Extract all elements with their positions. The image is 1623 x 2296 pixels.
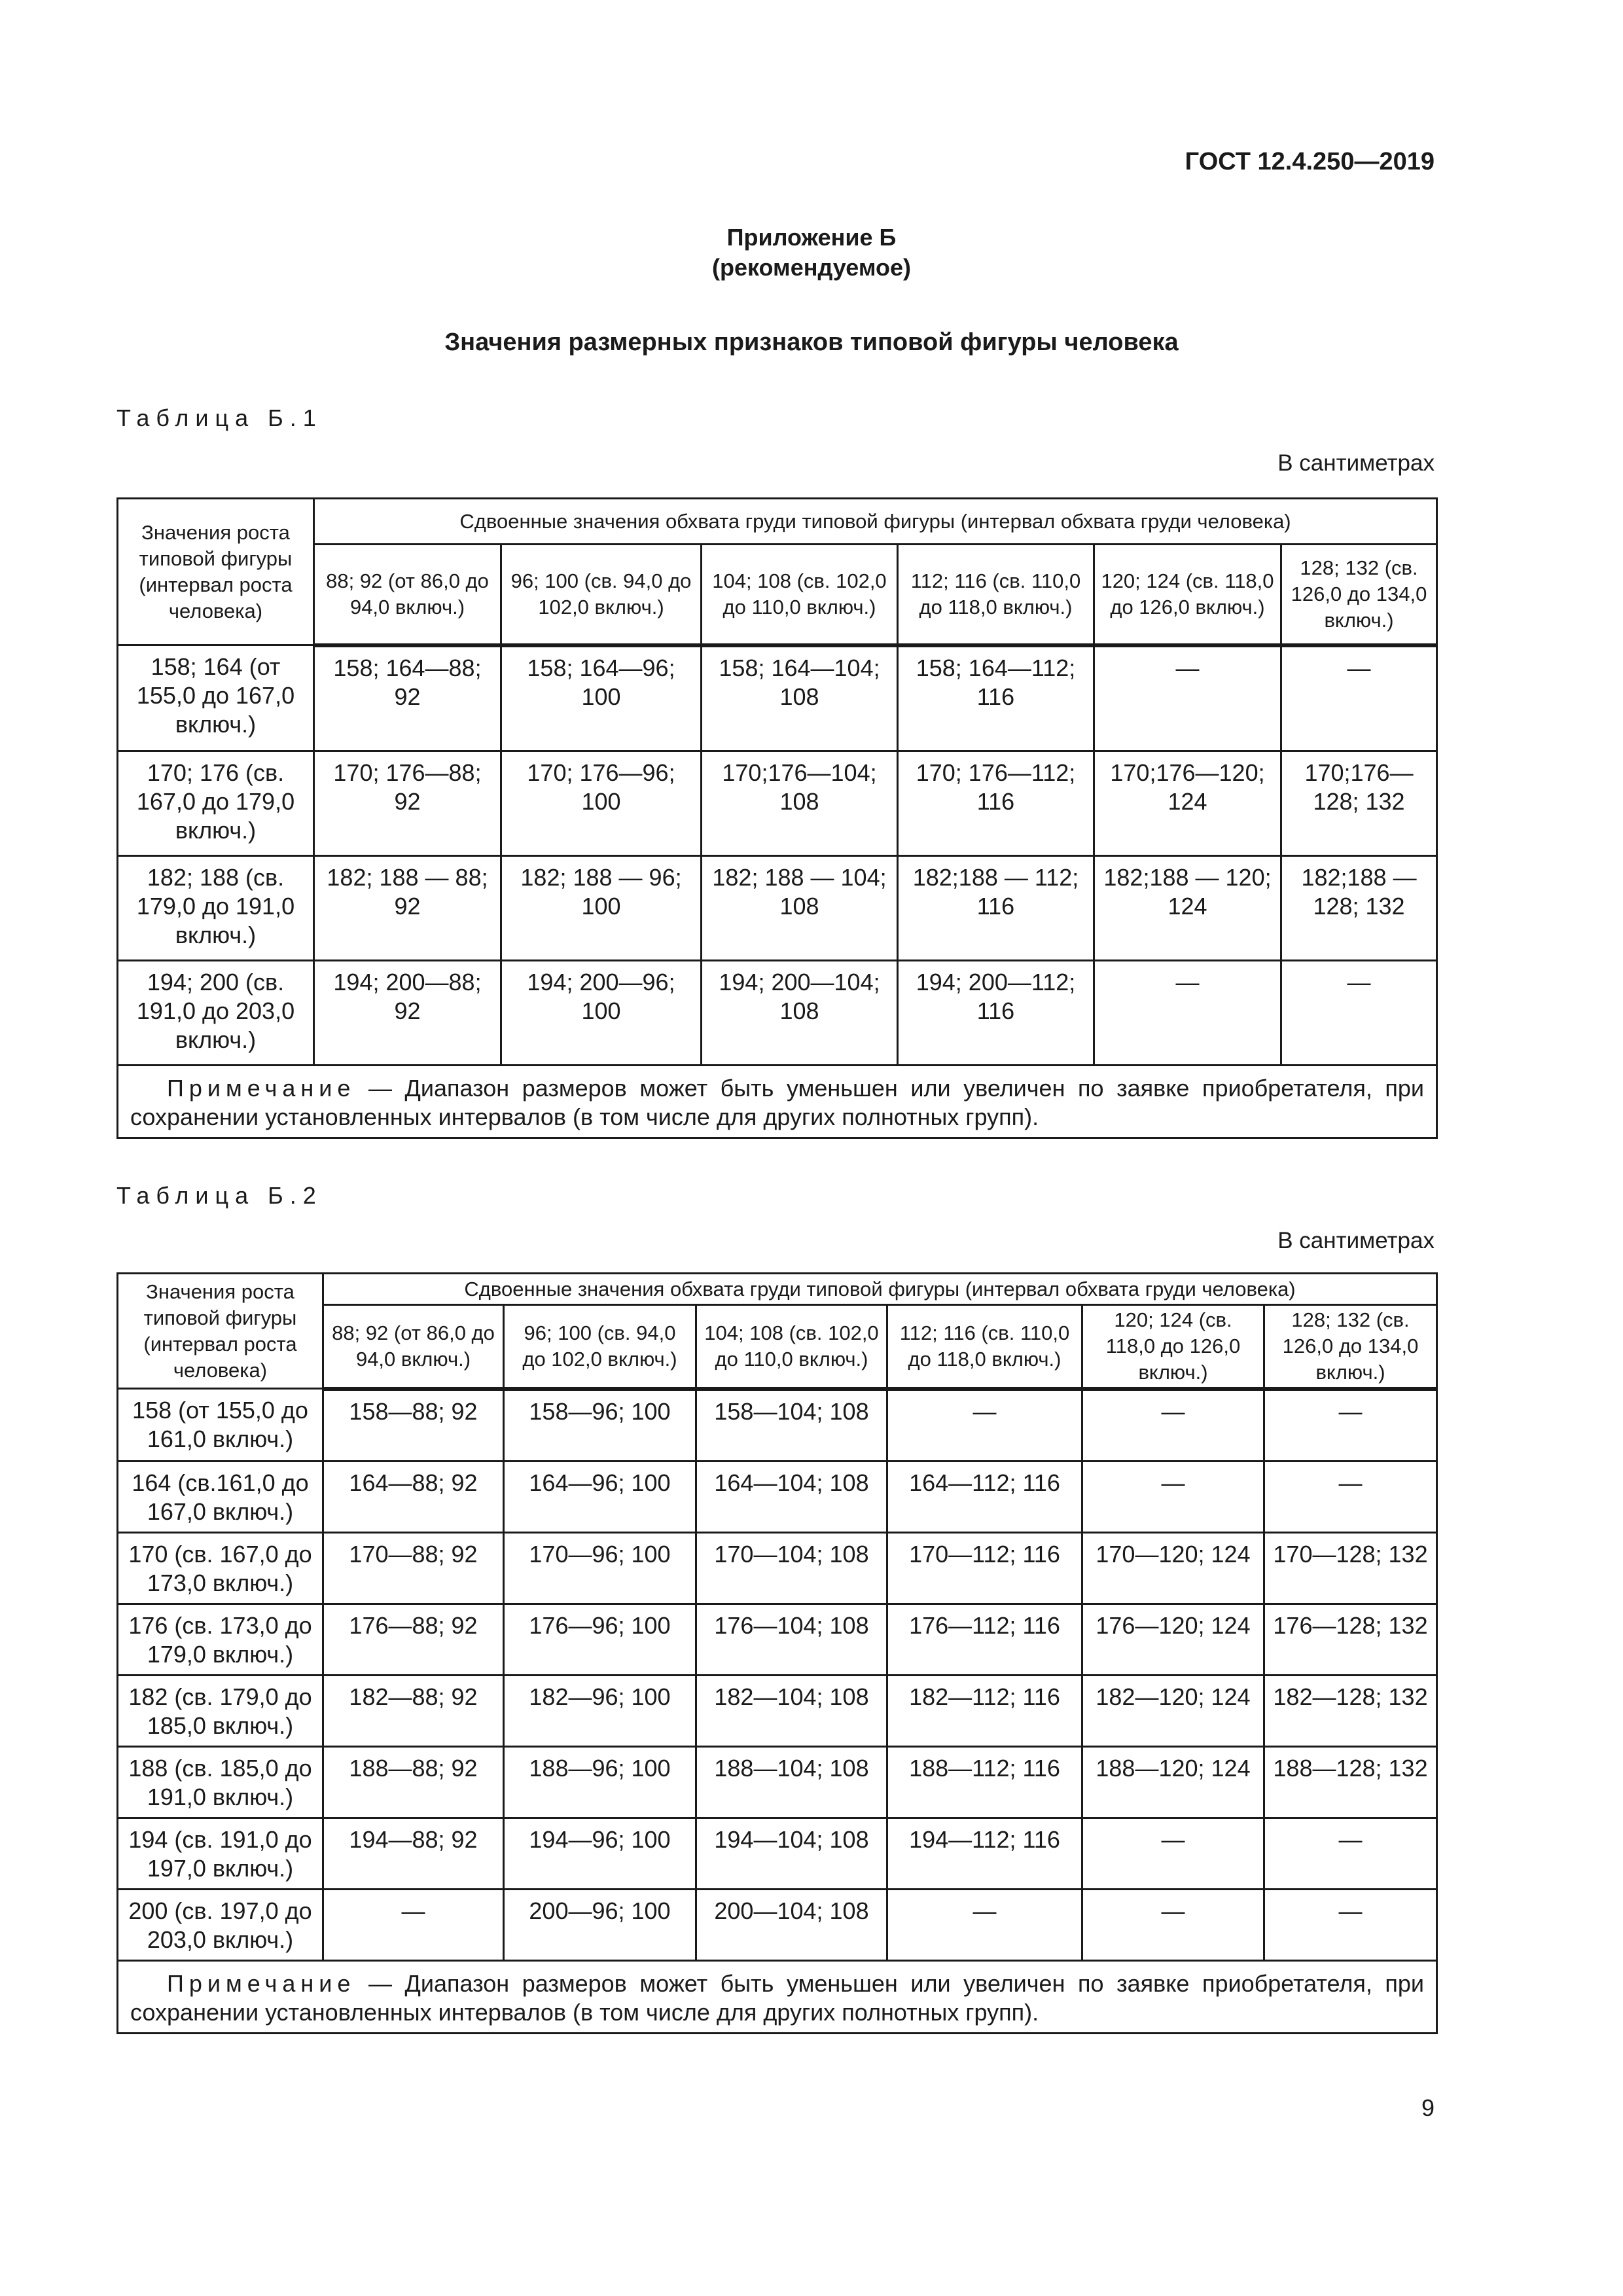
table-cell: 188—96; 100 — [504, 1746, 696, 1818]
note-text: — Диапазон размеров может быть уменьшен или увеличен по заявке приобретателя, при сохранении установленных интервалов (в том числе для других полнотных групп). — [130, 1969, 1425, 2026]
table-cell: 194—112; 116 — [887, 1818, 1082, 1889]
table-cell: 182;188 — 120; 124 — [1094, 855, 1281, 960]
table-cell: 170; 176—96; 100 — [501, 751, 702, 855]
table-cell: 164—96; 100 — [504, 1461, 696, 1532]
table2-units: В сантиметрах — [1277, 1228, 1435, 1253]
table1-row-header: Значения роста типовой фигуры (интервал роста человека) — [118, 499, 314, 645]
table2-height-cell: 164 (св.161,0 до 167,0 включ.) — [118, 1461, 323, 1532]
appendix-block — [0, 223, 1623, 283]
table-cell: 170—88; 92 — [323, 1532, 504, 1604]
table-row — [118, 1746, 1437, 1818]
table-cell: 158—88; 92 — [323, 1389, 504, 1462]
note-text: — Диапазон размеров может быть уменьшен или увеличен по заявке приобретателя, при сохранении установленных интервалов (в том числе для других полнотных групп). — [130, 1074, 1425, 1130]
table-cell: — — [1264, 1389, 1437, 1462]
table-cell: 170; 176—112; 116 — [898, 751, 1094, 855]
table-cell: 158; 164—112; 116 — [898, 645, 1094, 751]
table1-units: В сантиметрах — [1277, 450, 1435, 476]
table-cell: 158; 164—104; 108 — [702, 645, 898, 751]
standard-number: ГОСТ 12.4.250—2019 — [1185, 148, 1435, 175]
table-cell: 188—104; 108 — [696, 1746, 887, 1818]
table2-row-header: Значения роста типовой фигуры (интервал роста человека) — [118, 1274, 323, 1389]
table1-col-header: 120; 124 (св. 118,0 до 126,0 включ.) — [1094, 545, 1281, 645]
table1-col-header: 104; 108 (св. 102,0 до 110,0 включ.) — [702, 545, 898, 645]
table-cell: 182;188 — 128; 132 — [1281, 855, 1437, 960]
table-cell: — — [1082, 1461, 1264, 1532]
table-row — [118, 1889, 1437, 1960]
table-cell: 182—96; 100 — [504, 1675, 696, 1746]
table-cell: 164—104; 108 — [696, 1461, 887, 1532]
table-cell: 158—96; 100 — [504, 1389, 696, 1462]
table1-col-header: 88; 92 (от 86,0 до 94,0 включ.) — [314, 545, 501, 645]
table-row — [118, 960, 1437, 1065]
table-cell: — — [1094, 645, 1281, 751]
table-cell: 182—88; 92 — [323, 1675, 504, 1746]
table-cell: 188—128; 132 — [1264, 1746, 1437, 1818]
table-cell: 194—96; 100 — [504, 1818, 696, 1889]
table-cell: — — [887, 1389, 1082, 1462]
table1-col-header: 128; 132 (св. 126,0 до 134,0 включ.) — [1281, 545, 1437, 645]
table-row — [118, 855, 1437, 960]
table1-note-row — [118, 1065, 1437, 1138]
table-cell: 170—120; 124 — [1082, 1532, 1264, 1604]
table-cell: — — [1264, 1461, 1437, 1532]
table-cell: 188—120; 124 — [1082, 1746, 1264, 1818]
table-cell: 158—104; 108 — [696, 1389, 887, 1462]
table1-col-header: 112; 116 (св. 110,0 до 118,0 включ.) — [898, 545, 1094, 645]
table-row — [118, 1675, 1437, 1746]
section-heading: Значения размерных признаков типовой фигуры человека — [444, 329, 1179, 356]
table-cell: 182; 188 — 88; 92 — [314, 855, 501, 960]
page-number: 9 — [1421, 2094, 1435, 2121]
table-cell: 170—128; 132 — [1264, 1532, 1437, 1604]
table-cell: 188—112; 116 — [887, 1746, 1082, 1818]
table2-col-header: 88; 92 (от 86,0 до 94,0 включ.) — [323, 1305, 504, 1389]
note-lead: Примечание — [167, 1969, 356, 1997]
table-cell: 170—112; 116 — [887, 1532, 1082, 1604]
table-cell: — — [1082, 1389, 1264, 1462]
table-cell: — — [1264, 1889, 1437, 1960]
table2 — [116, 1272, 1438, 2034]
table2-caption: Таблица Б.2 — [116, 1182, 323, 1209]
table2-height-cell: 194 (св. 191,0 до 197,0 включ.) — [118, 1818, 323, 1889]
table-row — [118, 1532, 1437, 1604]
table2-height-cell: 158 (от 155,0 до 161,0 включ.) — [118, 1389, 323, 1462]
table-cell: — — [887, 1889, 1082, 1960]
table-cell: 164—112; 116 — [887, 1461, 1082, 1532]
table-cell: 200—104; 108 — [696, 1889, 887, 1960]
table-cell: 170—104; 108 — [696, 1532, 887, 1604]
table-cell: 176—96; 100 — [504, 1604, 696, 1675]
table-cell: — — [323, 1889, 504, 1960]
table-cell: — — [1281, 645, 1437, 751]
table1-height-cell: 182; 188 (св. 179,0 до 191,0 включ.) — [118, 855, 314, 960]
table-cell: 182—120; 124 — [1082, 1675, 1264, 1746]
table-cell: 170;176—120; 124 — [1094, 751, 1281, 855]
table2-col-header: 128; 132 (св. 126,0 до 134,0 включ.) — [1264, 1305, 1437, 1389]
table-cell: 176—112; 116 — [887, 1604, 1082, 1675]
table-row — [118, 1389, 1437, 1462]
table-cell: 176—120; 124 — [1082, 1604, 1264, 1675]
table1-note — [118, 1065, 1437, 1138]
table-row — [118, 645, 1437, 751]
table-cell: 176—104; 108 — [696, 1604, 887, 1675]
table1 — [116, 497, 1438, 1139]
table1-group-header: Сдвоенные значения обхвата груди типовой фигуры (интервал обхвата груди человека) — [314, 499, 1437, 545]
table1-height-cell: 170; 176 (св. 167,0 до 179,0 включ.) — [118, 751, 314, 855]
table-cell: 170;176—128; 132 — [1281, 751, 1437, 855]
table-cell: 182; 188 — 96; 100 — [501, 855, 702, 960]
table2-height-cell: 176 (св. 173,0 до 179,0 включ.) — [118, 1604, 323, 1675]
table-cell: 158; 164—88; 92 — [314, 645, 501, 751]
table-cell: — — [1281, 960, 1437, 1065]
table-row — [118, 1818, 1437, 1889]
table2-height-cell: 170 (св. 167,0 до 173,0 включ.) — [118, 1532, 323, 1604]
table2-note — [118, 1960, 1437, 2033]
table-cell: 194—88; 92 — [323, 1818, 504, 1889]
table-cell: 200—96; 100 — [504, 1889, 696, 1960]
table-cell: 194; 200—88; 92 — [314, 960, 501, 1065]
table-cell: 170;176—104; 108 — [702, 751, 898, 855]
table1-caption: Таблица Б.1 — [116, 404, 323, 431]
table1-col-header: 96; 100 (св. 94,0 до 102,0 включ.) — [501, 545, 702, 645]
table2-col-header: 112; 116 (св. 110,0 до 118,0 включ.) — [887, 1305, 1082, 1389]
table-cell: 194; 200—112; 116 — [898, 960, 1094, 1065]
table-row — [118, 1461, 1437, 1532]
table-cell: 182—104; 108 — [696, 1675, 887, 1746]
table-cell: 170—96; 100 — [504, 1532, 696, 1604]
table-cell: 182; 188 — 104; 108 — [702, 855, 898, 960]
table-row — [118, 1604, 1437, 1675]
table-cell: — — [1082, 1818, 1264, 1889]
table-cell: 182—128; 132 — [1264, 1675, 1437, 1746]
table-cell: 182;188 — 112; 116 — [898, 855, 1094, 960]
table2-col-header: 96; 100 (св. 94,0 до 102,0 включ.) — [504, 1305, 696, 1389]
table-row — [118, 751, 1437, 855]
table-cell: 194; 200—96; 100 — [501, 960, 702, 1065]
table-cell: — — [1264, 1818, 1437, 1889]
table2-height-cell: 188 (св. 185,0 до 191,0 включ.) — [118, 1746, 323, 1818]
table-cell: 194; 200—104; 108 — [702, 960, 898, 1065]
table-cell: 176—88; 92 — [323, 1604, 504, 1675]
table-cell: 170; 176—88; 92 — [314, 751, 501, 855]
table2-col-header: 120; 124 (св. 118,0 до 126,0 включ.) — [1082, 1305, 1264, 1389]
table-cell: — — [1094, 960, 1281, 1065]
table2-group-header: Сдвоенные значения обхвата груди типовой фигуры (интервал обхвата груди человека) — [323, 1274, 1437, 1305]
table-cell: 188—88; 92 — [323, 1746, 504, 1818]
table1-height-cell: 158; 164 (от 155,0 до 167,0 включ.) — [118, 645, 314, 751]
appendix-subtitle: (рекомендуемое) — [712, 254, 911, 281]
table2-height-cell: 182 (св. 179,0 до 185,0 включ.) — [118, 1675, 323, 1746]
table2-height-cell: 200 (св. 197,0 до 203,0 включ.) — [118, 1889, 323, 1960]
table-cell: 164—88; 92 — [323, 1461, 504, 1532]
table-cell: — — [1082, 1889, 1264, 1960]
table2-col-header: 104; 108 (св. 102,0 до 110,0 включ.) — [696, 1305, 887, 1389]
table-cell: 182—112; 116 — [887, 1675, 1082, 1746]
table1-height-cell: 194; 200 (св. 191,0 до 203,0 включ.) — [118, 960, 314, 1065]
table-cell: 194—104; 108 — [696, 1818, 887, 1889]
table-cell: 158; 164—96; 100 — [501, 645, 702, 751]
note-lead: Примечание — [167, 1074, 356, 1102]
table-cell: 176—128; 132 — [1264, 1604, 1437, 1675]
appendix-title: Приложение Б — [726, 224, 897, 251]
table2-note-row — [118, 1960, 1437, 2033]
